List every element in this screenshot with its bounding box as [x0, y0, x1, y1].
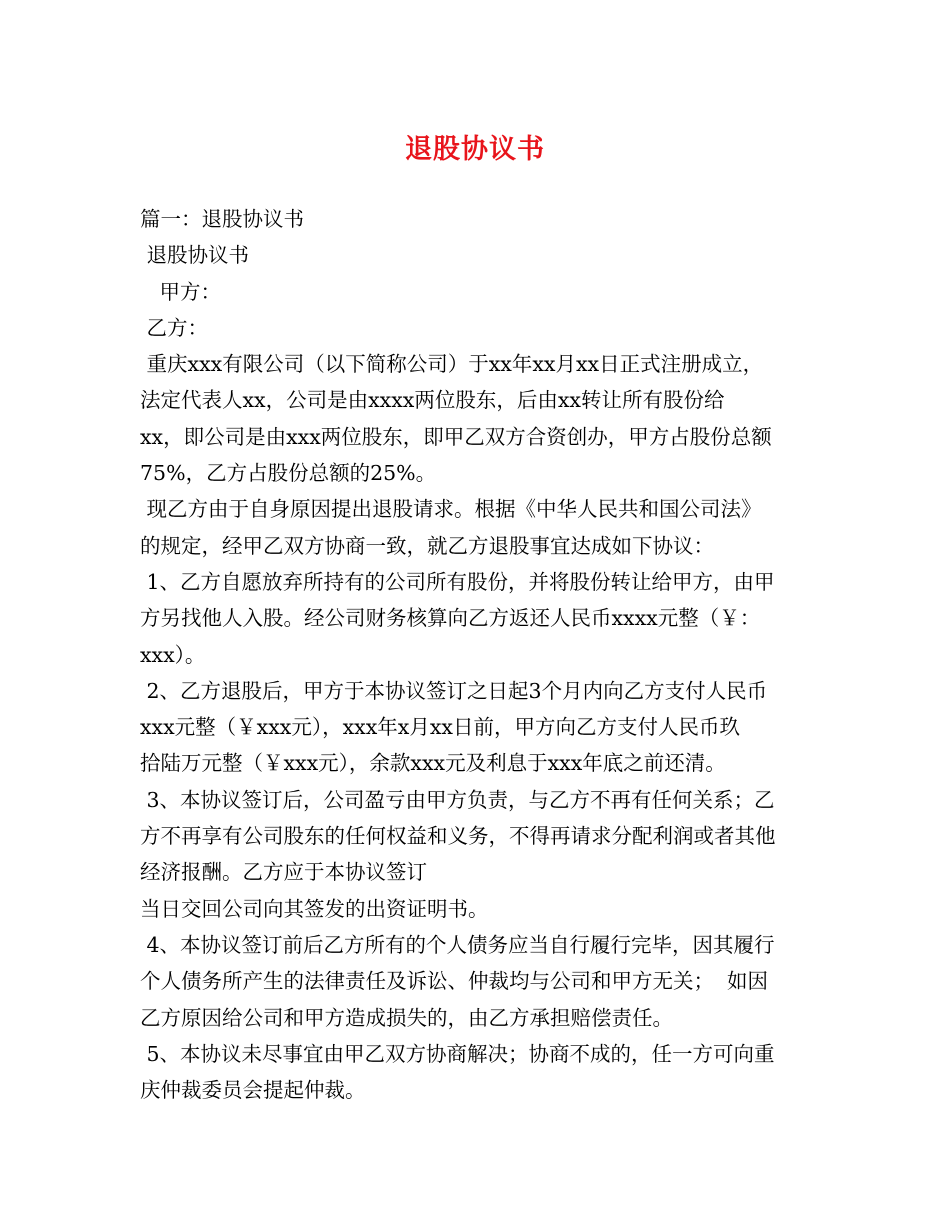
- text-line: 的规定，经甲乙双方协商一致，就乙方退股事宜达成如下协议：: [140, 533, 714, 558]
- document-body: [140, 201, 820, 1108]
- text-line: 乙方原因给公司和甲方造成损失的，由乙方承担赔偿责任。: [140, 1005, 673, 1030]
- text-line: xxx）。: [140, 642, 206, 667]
- text-line: 方另找他人入股。经公司财务核算向乙方返还人民币xxxx元整（￥：: [140, 606, 761, 631]
- text-line: xx，即公司是由xxx两位股东，即甲乙双方合资创办，甲方占股份总额: [140, 424, 772, 449]
- text-line: 拾陆万元整（￥xxx元），余款xxx元及利息于xxx年底之前还清。: [140, 751, 726, 776]
- text-line: 75%，乙方占股份总额的25%。: [140, 461, 437, 486]
- text-line: 篇一：退股协议书: [140, 207, 304, 231]
- text-line: 退股协议书: [140, 243, 250, 268]
- text-line: 3、本协议签订后，公司盈亏由甲方负责，与乙方不再有任何关系；乙: [140, 787, 775, 812]
- text-line: 重庆xxx有限公司（以下简称公司）于xx年xx月xx日正式注册成立，: [140, 352, 764, 377]
- text-line: 经济报酬。乙方应于本协议签订: [140, 860, 427, 885]
- text-line: 1、乙方自愿放弃所持有的公司所有股份，并将股份转让给甲方，由甲: [140, 569, 775, 594]
- text-line: 庆仲裁委员会提起仲裁。: [140, 1078, 366, 1103]
- text-line: xxx元整（￥xxx元），xxx年x月xx日前，甲方向乙方支付人民币玖: [140, 715, 740, 740]
- text-line: 2、乙方退股后，甲方于本协议签订之日起3个月内向乙方支付人民币: [140, 678, 768, 703]
- document-title: 退股协议书: [405, 134, 545, 165]
- text-line: 方不再享有公司股东的任何权益和义务，不得再请求分配利润或者其他: [140, 824, 776, 849]
- text-line: 4、本协议签订前后乙方所有的个人债务应当自行履行完毕，因其履行: [140, 932, 775, 957]
- text-line: 现乙方由于自身原因提出退股请求。根据《中华人民共和国公司法》: [140, 497, 762, 522]
- text-line: 甲方：: [140, 279, 222, 304]
- text-line: 个人债务所产生的法律责任及诉讼、仲裁均与公司和甲方无关； 如因: [140, 969, 769, 994]
- text-line: 法定代表人xx，公司是由xxxx两位股东，后由xx转让所有股份给: [140, 388, 725, 413]
- text-line: 5、本协议未尽事宜由甲乙双方协商解决；协商不成的，任一方可向重: [140, 1041, 775, 1066]
- text-line: 乙方：: [140, 315, 209, 340]
- text-line: 当日交回公司向其签发的出资证明书。: [140, 896, 489, 921]
